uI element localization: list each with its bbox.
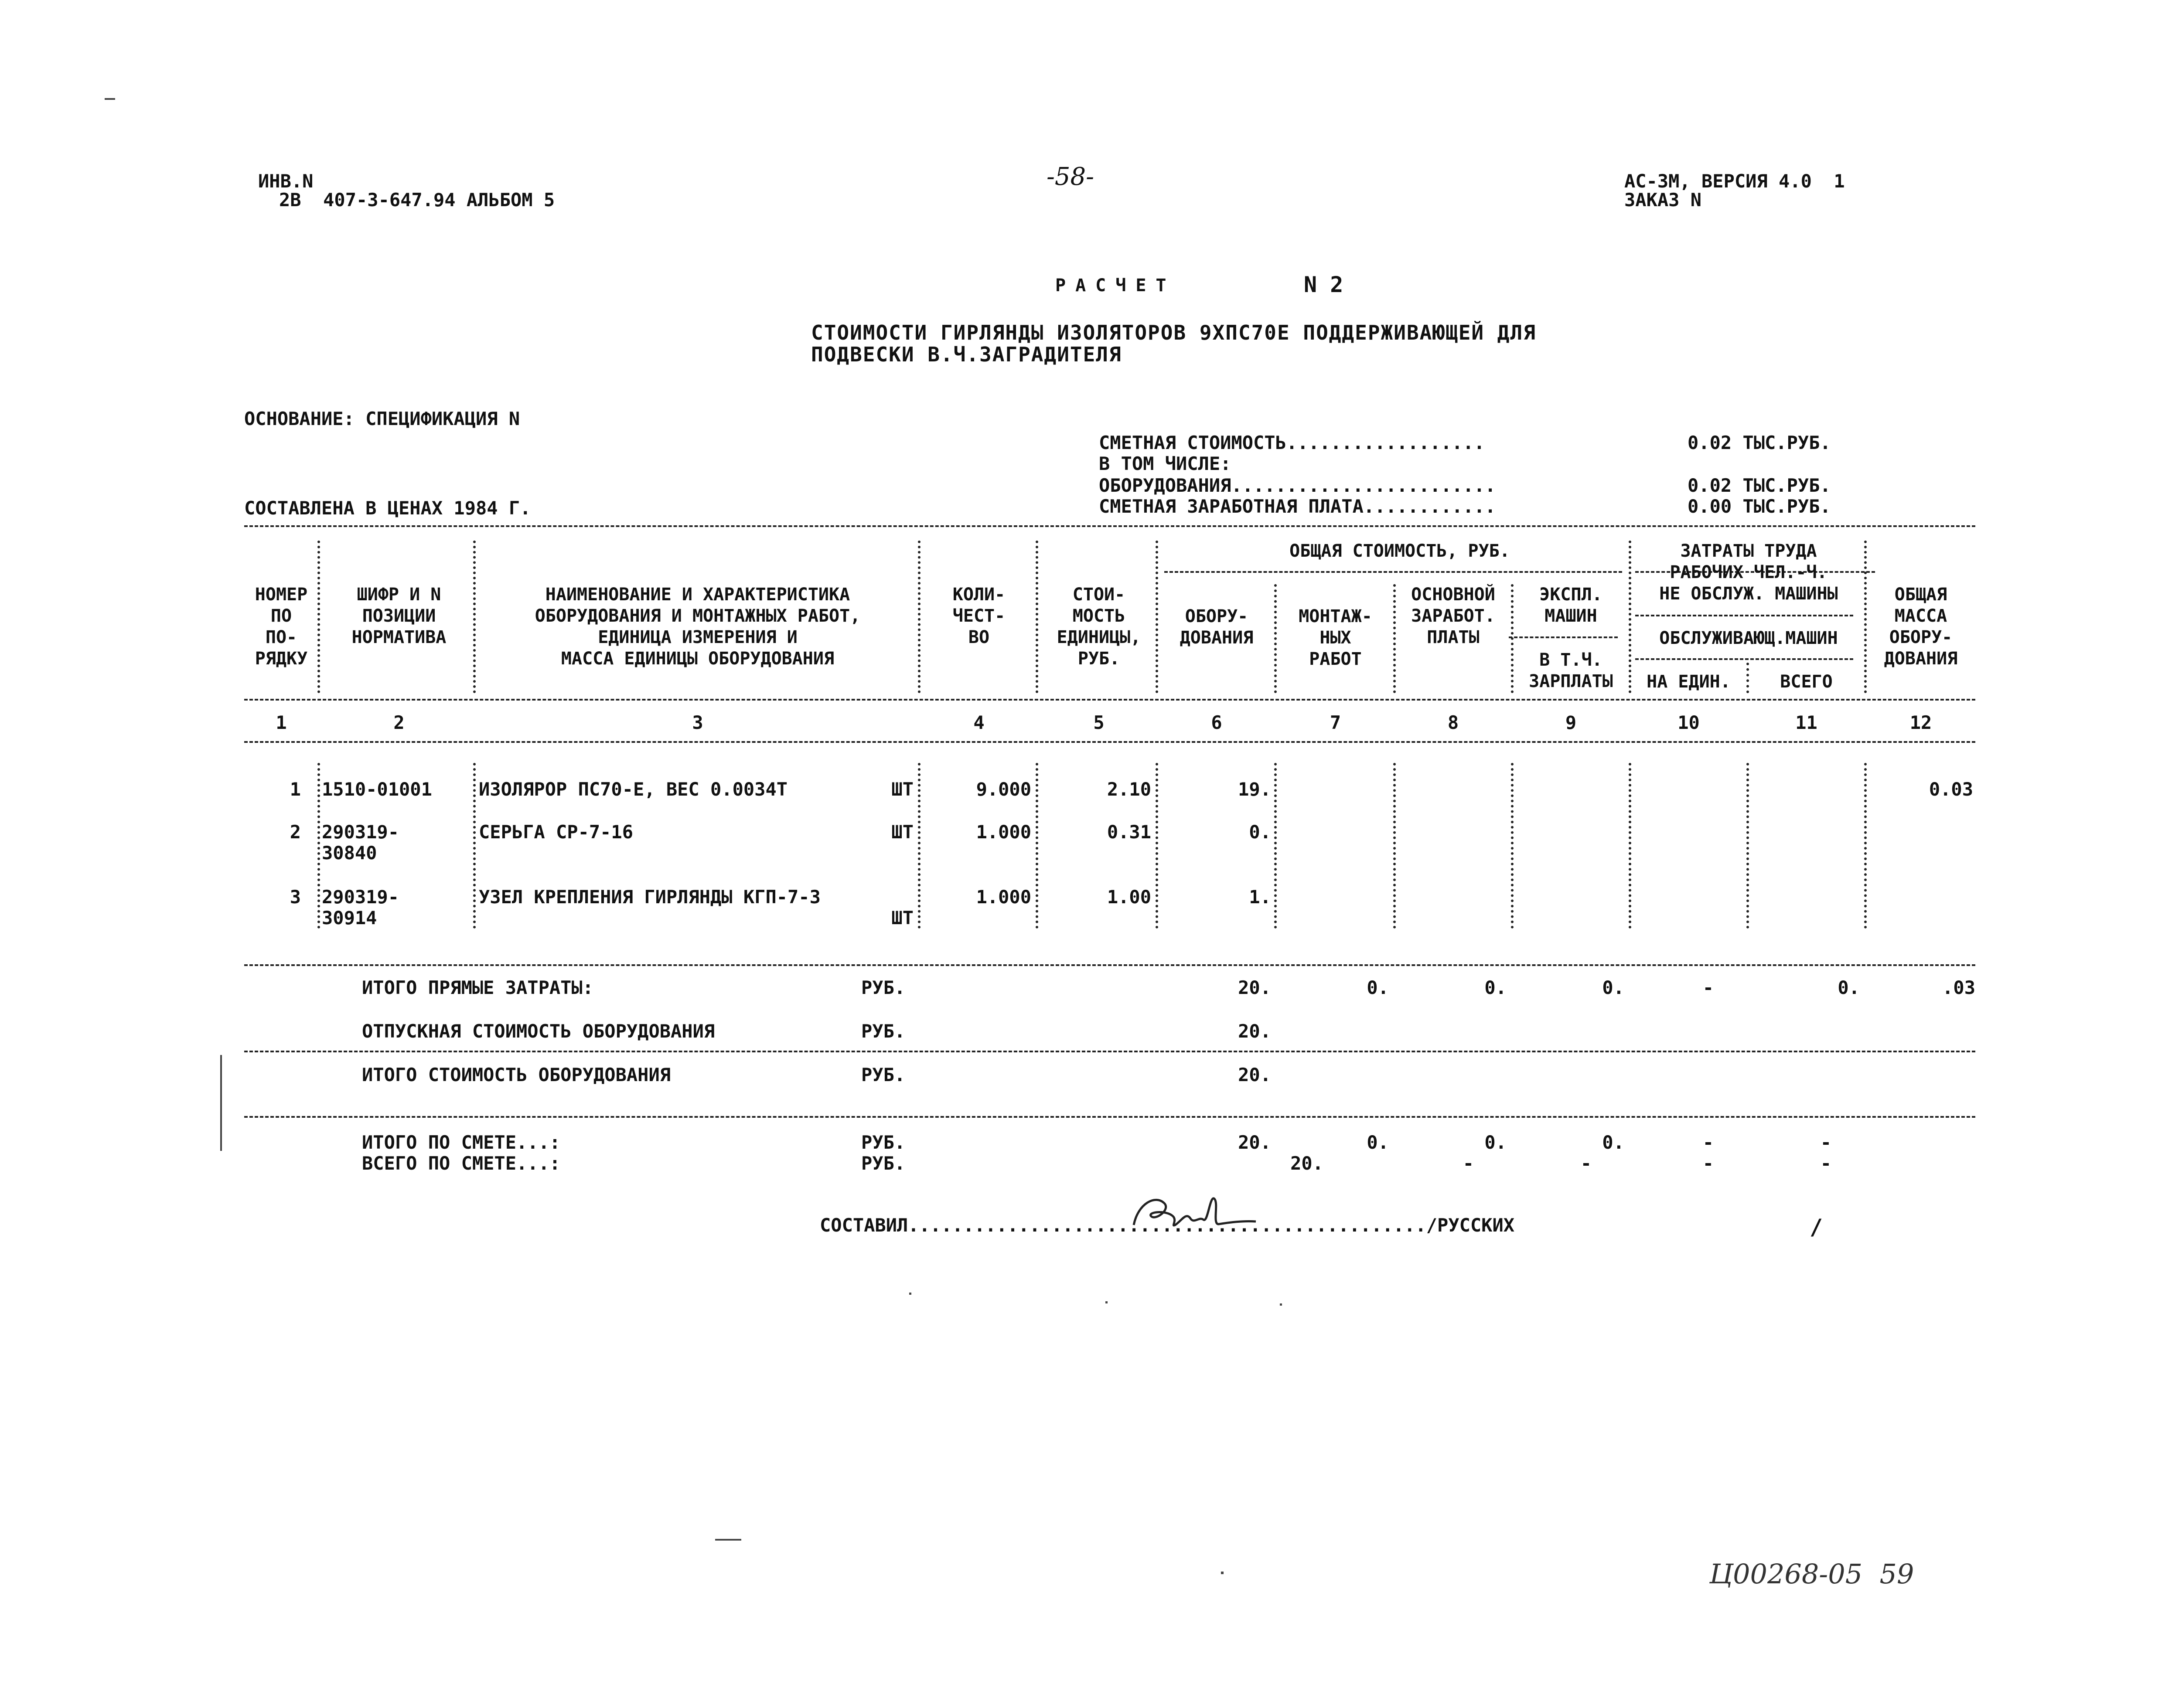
labor-rule-2 <box>1635 615 1853 616</box>
scan-speck <box>1105 1301 1108 1303</box>
col-number-10: 10 <box>1677 712 1700 733</box>
header-col7: МОНТАЖ- НЫХ РАБОТ <box>1299 606 1372 669</box>
scan-speck <box>105 98 115 100</box>
totals-all-unit: РУБ. <box>861 1153 906 1174</box>
totals-all-labor-total: - <box>1820 1153 1831 1174</box>
machines-rule <box>1509 636 1618 638</box>
summary-cost-value: 0.02 ТЫС.РУБ. <box>1688 432 1831 453</box>
col-sep-8-body <box>1511 763 1514 929</box>
numbers-bottom-rule <box>244 741 1975 743</box>
totals-estimate-equipment: 20. <box>1238 1132 1271 1153</box>
table-top-rule <box>244 525 1975 527</box>
header-col6: ОБОРУ- ДОВАНИЯ <box>1180 606 1254 648</box>
col-sep-7-body <box>1393 763 1396 929</box>
totals-estimate-installation: 0. <box>1367 1132 1389 1153</box>
row-unit: ШТ <box>891 907 914 929</box>
header-col12: ОБЩАЯ МАССА ОБОРУ- ДОВАНИЯ <box>1884 585 1958 669</box>
scan-speck <box>715 1539 741 1541</box>
summary-equipment-label: ОБОРУДОВАНИЯ........................ <box>1099 475 1496 496</box>
col-sep-5 <box>1156 541 1158 693</box>
totals-direct-installation: 0. <box>1367 977 1389 998</box>
labor-rule-3 <box>1635 658 1853 660</box>
rows-bottom-rule <box>244 964 1975 966</box>
row-number: 2 <box>290 821 301 843</box>
totals-direct-machines: 0. <box>1602 977 1624 998</box>
totals-release-label: ОТПУСКНАЯ СТОИМОСТЬ ОБОРУДОВАНИЯ <box>362 1021 715 1042</box>
totals-direct-equipment: 20. <box>1238 977 1271 998</box>
scan-speck <box>909 1293 911 1295</box>
handwritten-stamp: Ц00268-05 59 <box>1709 1558 1914 1590</box>
page-number: -58- <box>1047 163 1094 191</box>
totals-all-wages: - <box>1463 1153 1474 1174</box>
totals-equipment-value: 20. <box>1238 1064 1271 1085</box>
row-number: 1 <box>290 779 301 800</box>
totals-estimate-wages: 0. <box>1484 1132 1507 1153</box>
totals-equipment-unit: РУБ. <box>861 1064 906 1085</box>
row-unit: ШТ <box>891 821 914 843</box>
totals-all-label: ВСЕГО ПО СМЕТЕ...: <box>362 1153 561 1174</box>
col-sep-4-body <box>1036 763 1038 929</box>
scan-margin-mark <box>220 1055 222 1151</box>
header-bottom-rule <box>244 699 1975 701</box>
col-number-8: 8 <box>1447 712 1459 733</box>
totals-all-equipment: 20. <box>1290 1153 1323 1174</box>
equipment-bottom-rule <box>244 1116 1975 1118</box>
col-number-3: 3 <box>692 712 703 733</box>
row-mass: 0.03 <box>1929 779 1973 800</box>
group-total-rule <box>1164 571 1622 573</box>
header-col9a: ЭКСПЛ. МАШИН <box>1539 585 1602 626</box>
row-code-continued: 30840 <box>322 842 377 864</box>
row-quantity: 9.000 <box>976 779 1031 800</box>
totals-release-equipment: 20. <box>1238 1021 1271 1042</box>
col-number-11: 11 <box>1795 712 1817 733</box>
col-number-12: 12 <box>1909 712 1932 733</box>
totals-direct-mass: .03 <box>1942 977 1975 998</box>
row-unit-price: 0.31 <box>1107 821 1151 843</box>
totals-direct-unit: РУБ. <box>861 977 906 998</box>
col-sep-9-body <box>1629 763 1631 929</box>
col-number-2: 2 <box>393 712 405 733</box>
order-label: ЗАКАЗ N <box>1624 189 1702 211</box>
scan-speck <box>1280 1303 1282 1306</box>
header-col2: ШИФР И N ПОЗИЦИИ НОРМАТИВА <box>351 585 447 647</box>
row-unit-price: 1.00 <box>1107 886 1151 908</box>
row-number: 3 <box>290 886 301 908</box>
row-name: ИЗОЛЯРОР ПС70-Е, ВЕС 0.0034Т <box>479 779 788 800</box>
basis-text: ОСНОВАНИЕ: СПЕЦИФИКАЦИЯ N <box>244 408 520 429</box>
header-group-labor2: ОБСЛУЖИВАЮЩ.МАШИН <box>1659 628 1838 648</box>
compiled-by-label: СОСТАВИЛ.............................................../РУССКИХ <box>820 1215 1515 1236</box>
row-name: СЕРЬГА СР-7-16 <box>479 821 634 843</box>
row-name: УЗЕЛ КРЕПЛЕНИЯ ГИРЛЯНДЫ КГП-7-3 <box>479 886 821 908</box>
summary-wage-label: СМЕТНАЯ ЗАРАБОТНАЯ ПЛАТА............ <box>1099 496 1496 517</box>
row-equipment-cost: 0. <box>1249 821 1271 843</box>
col-sep-2-body <box>473 763 476 929</box>
col-number-7: 7 <box>1330 712 1341 733</box>
header-col10: НА ЕДИН. <box>1647 672 1731 692</box>
totals-all-machines: - <box>1580 1153 1592 1174</box>
totals-all-labor-unit: - <box>1702 1153 1714 1174</box>
totals-estimate-machines: 0. <box>1602 1132 1624 1153</box>
totals-direct-label: ИТОГО ПРЯМЫЕ ЗАТРАТЫ: <box>362 977 594 998</box>
totals-estimate-labor-total: - <box>1820 1132 1831 1153</box>
header-col1: НОМЕР ПО ПО- РЯДКУ <box>255 585 308 669</box>
col-sep-5-body <box>1156 763 1158 929</box>
col-number-6: 6 <box>1211 712 1222 733</box>
totals-equipment-label: ИТОГО СТОИМОСТЬ ОБОРУДОВАНИЯ <box>362 1064 671 1085</box>
summary-equipment-value: 0.02 ТЫС.РУБ. <box>1688 475 1831 496</box>
summary-including-label: В ТОМ ЧИСЛЕ: <box>1099 453 1231 474</box>
inventory-label: ИНВ.N <box>258 170 314 192</box>
header-col4: КОЛИ- ЧЕСТ- ВО <box>952 585 1006 647</box>
totals-estimate-labor-unit: - <box>1702 1132 1714 1153</box>
header-col11: ВСЕГО <box>1780 672 1833 692</box>
row-unit: ШТ <box>891 779 914 800</box>
header-col9b: В Т.Ч. ЗАРПЛАТЫ <box>1529 650 1613 691</box>
document-subtitle-line1: СТОИМОСТИ ГИРЛЯНДЫ ИЗОЛЯТОРОВ 9ХПС70Е ПОДДЕРЖИВАЮЩЕЙ ДЛЯ <box>811 321 1536 344</box>
inventory-code: 2B 407-3-647.94 АЛЬБОМ 5 <box>279 189 555 211</box>
totals-direct-labor-unit: - <box>1702 977 1714 998</box>
summary-wage-value: 0.00 ТЫС.РУБ. <box>1688 496 1831 517</box>
scan-speck <box>1221 1572 1224 1574</box>
totals-direct-labor-total: 0. <box>1838 977 1860 998</box>
col-sep-3-body <box>918 763 921 929</box>
col-sep-3 <box>918 541 921 693</box>
row-equipment-cost: 1. <box>1249 886 1271 908</box>
row-code: 290319- <box>322 886 399 908</box>
col-number-9: 9 <box>1565 712 1577 733</box>
col-sep-1-body <box>317 763 320 929</box>
col-sep-4 <box>1036 541 1038 693</box>
totals-estimate-unit: РУБ. <box>861 1132 906 1153</box>
row-unit-price: 2.10 <box>1107 779 1151 800</box>
header-col3: НАИМЕНОВАНИЕ И ХАРАКТЕРИСТИКА ОБОРУДОВАНИЯ И МОНТАЖНЫХ РАБОТ, ЕДИНИЦА ИЗМЕРЕНИЯ И МАССА ЕДИНИЦЫ ОБОРУДОВАНИЯ <box>535 585 861 669</box>
header-group-labor: ЗАТРАТЫ ТРУДА РАБОЧИХ ЧЕЛ.-Ч. НЕ ОБСЛУЖ. МАШИНЫ <box>1659 541 1838 604</box>
totals-estimate-label: ИТОГО ПО СМЕТЕ...: <box>362 1132 561 1153</box>
totals-release-unit: РУБ. <box>861 1021 906 1042</box>
prices-text: СОСТАВЛЕНА В ЦЕНАХ 1984 Г. <box>244 497 531 519</box>
signature-image <box>1125 1186 1265 1242</box>
document-number: N 2 <box>1304 272 1343 297</box>
row-code: 290319- <box>322 821 399 843</box>
document-title-word: РАСЧЕТ <box>1055 276 1176 296</box>
col-sep-6 <box>1274 584 1277 693</box>
col-sep-6-body <box>1274 763 1277 929</box>
header-group-total: ОБЩАЯ СТОИМОСТЬ, РУБ. <box>1289 541 1510 561</box>
summary-cost-label: СМЕТНАЯ СТОИМОСТЬ.................. <box>1099 432 1485 453</box>
compiled-slash: / <box>1810 1215 1823 1240</box>
row-quantity: 1.000 <box>976 886 1031 908</box>
col-sep-10-body <box>1746 763 1749 929</box>
document-subtitle-line2: ПОДВЕСКИ В.Ч.ЗАГРАДИТЕЛЯ <box>811 343 1122 366</box>
row-quantity: 1.000 <box>976 821 1031 843</box>
col-number-4: 4 <box>973 712 985 733</box>
col-number-1: 1 <box>276 712 287 733</box>
release-bottom-rule <box>244 1051 1975 1052</box>
row-equipment-cost: 19. <box>1238 779 1271 800</box>
row-code-continued: 30914 <box>322 907 377 929</box>
row-code: 1510-01001 <box>322 779 432 800</box>
totals-direct-wages: 0. <box>1484 977 1507 998</box>
col-number-5: 5 <box>1093 712 1105 733</box>
header-col5: СТОИ- МОСТЬ ЕДИНИЦЫ, РУБ. <box>1057 585 1141 669</box>
col-sep-2 <box>473 541 476 693</box>
program-version: АС-3М, ВЕРСИЯ 4.0 1 <box>1624 170 1845 192</box>
header-col8: ОСНОВНОЙ ЗАРАБОТ. ПЛАТЫ <box>1411 585 1495 647</box>
